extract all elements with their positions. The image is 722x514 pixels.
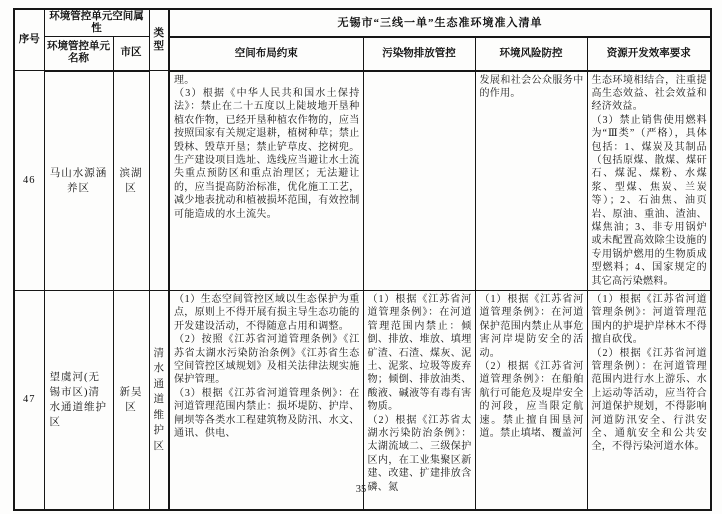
paragraph: 生态环境相结合，注重提高生态效益、社会效益和经济效益。 [591, 74, 707, 113]
header-resource: 资源开发效率要求 [587, 37, 711, 71]
table-row-47 [14, 291, 711, 510]
header-serial: 序号 [14, 9, 44, 71]
cell-pollutant-46 [363, 71, 475, 291]
header-unit-name: 环境管控单元名称 [44, 37, 113, 71]
cell-serial-46: 46 [14, 71, 44, 291]
header-risk: 环境风险防控 [475, 37, 587, 71]
header-type: 类型 [149, 9, 169, 71]
paragraph: （3）根据《中华人民共和国水土保持法》：禁止在二十五度以上陡坡地开垦种植农作物，已经开垦种植农作物的，应当按照国家有关规定退耕，植树种草；禁止毁林、毁草开垦；禁止铲草皮、挖树兜。生产建设项目选址、选线应当避让水土流失重点预防区和重点治理区；无法避让的，应当提高防治标准，优化施工工艺，减少地表扰动和植被损坏范围，有效控制可能造成的水土流失。 [174, 87, 360, 220]
paragraph: 发展和社会公众服务中的作用。 [479, 74, 584, 99]
header-spatial: 空间布局约束 [169, 37, 363, 71]
cell-resource-47 [587, 291, 711, 510]
cell-unit-name-46: 马山水源涵养区 [44, 71, 113, 291]
cell-unit-name-47: 望虞河(无锡市区)清水通道维护区 [44, 291, 113, 510]
paragraph: （1）根据《江苏省河道管理条例》：在河道管理范围内禁止：倾倒、排放、堆放、填埋矿渣、石渣、煤灰、泥土、泥浆、垃圾等废弃物；倾倒、排放油类、酸液、碱液等有毒有害物质。 [367, 294, 472, 413]
paragraph: （2）按照《江苏省河道管理条例》《江苏省太湖水污染防治条例》《江苏省生态空间管控区域规划》及相关法律法规实施保护管理。 [174, 334, 360, 386]
header-list-title: 无锡市“三线一单”生态准环境准入清单 [169, 9, 711, 37]
cell-pollutant-47 [363, 291, 475, 510]
page-number: 35 [355, 484, 367, 495]
cell-district-46: 滨湖区 [113, 71, 149, 291]
cell-risk-47 [475, 291, 587, 510]
paragraph: （1）生态空间管控区域以生态保护为重点，原则上不得开展有损主导生态功能的开发建设活动，不得随意占用和调整。 [174, 294, 360, 332]
header-unit-attr-group: 环境管控单元空间属性 [44, 9, 149, 37]
paragraph: （1）根据《江苏省河道管理条例》：河道管理范围内的护堤护岸林木不得擅自砍伐。 [591, 294, 707, 346]
cell-serial-47: 47 [14, 291, 44, 510]
cell-type-47 [149, 291, 169, 510]
cell-type-46 [149, 71, 169, 291]
cell-spatial-46 [169, 71, 363, 291]
cell-spatial-47 [169, 291, 363, 510]
paragraph: （2）根据《江苏省太湖水污染防治条例》：太湖流域二、三级保护区内，在工业集聚区新建、改建、扩建排放含磷、氮 [367, 414, 472, 493]
cell-district-47: 新吴区 [113, 291, 149, 510]
header-district: 市区 [113, 37, 149, 71]
paragraph: （2）根据《江苏省河道管理条例）：在河道管理范围内进行水上游乐、水上运动等活动，应当符合河道保护规划，不得影响河道防汛安全、行洪安全、通航安全和公共安全，不得污染河道水体。 [591, 347, 707, 453]
paragraph: （3）禁止销售使用燃料为“Ⅲ类”（严格），具体包括：1、煤炭及其制品（包括原煤、散煤、煤矸石、煤泥、煤粉、水煤浆、型煤、焦炭、兰炭等）；2、石油焦、油页岩、原油、重油、渣油、煤焦油；3、非专用锅炉或未配置高效除尘设施的专用锅炉燃用的生物质成型燃料；4、国家规定的其它高污染燃料。 [591, 114, 707, 287]
paragraph: 理。 [174, 74, 195, 86]
regulation-table [13, 8, 712, 511]
cell-resource-46 [587, 71, 711, 291]
table-row-46 [14, 71, 711, 291]
type-label: 清水通道维护区 [153, 347, 164, 452]
paragraph: （3）根据《江苏省河道管理条例》：在河道管理范围内禁止：损坏堤防、护岸、闸坝等各类水工程建筑物及防汛、水文、通讯、供电、 [174, 387, 360, 440]
paragraph: （1）根据《江苏省河道管理条例》：在河道保护范围内禁止从事危害河岸堤防安全的活动。 [479, 294, 584, 359]
header-pollutant: 污染物排放管控 [363, 37, 475, 71]
paragraph: （2）根据《江苏省河道管理条例》：在船舶航行可能危及堤岸安全的河段，应当限定航速。禁止擅自围垦河道。禁止填堵、覆盖河 [479, 361, 584, 440]
cell-risk-46 [475, 71, 587, 291]
